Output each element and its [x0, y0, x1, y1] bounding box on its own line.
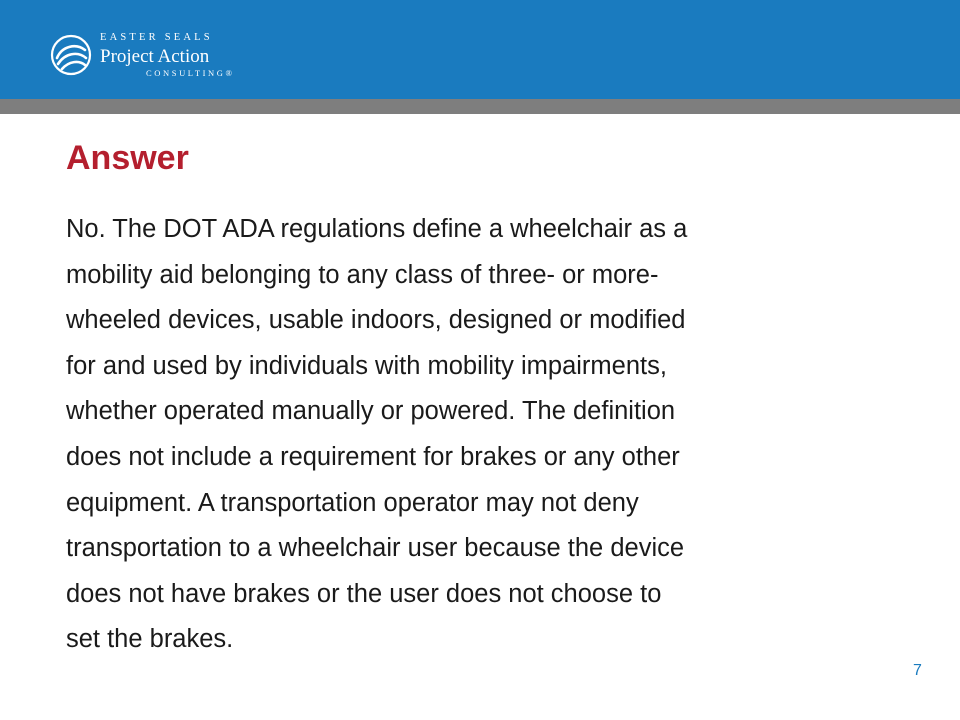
- logo-line-project-action: Project Action: [100, 45, 210, 67]
- page-number: 7: [913, 662, 922, 679]
- body-line: equipment. A transportation operator may not deny: [66, 488, 639, 517]
- header-divider: [0, 99, 960, 114]
- body-line: does not have brakes or the user does not choose to: [66, 579, 662, 608]
- body-line: for and used by individuals with mobility impairments,: [66, 351, 667, 380]
- body-line: whether operated manually or powered. The definition: [66, 397, 676, 426]
- body-line: No. The DOT ADA regulations define a wheelchair as a: [66, 215, 688, 243]
- logo-line-consulting: CONSULTING®: [146, 67, 235, 78]
- logo-wordmark: [100, 33, 235, 77]
- logo-line-easter-seals: EASTER SEALS: [100, 32, 213, 43]
- answer-body: [66, 207, 866, 663]
- body-line: does not include a requirement for brakes or any other: [66, 442, 680, 471]
- body-line: wheeled devices, usable indoors, designed or modified: [66, 306, 686, 335]
- swirl-logo-icon: [50, 34, 92, 76]
- body-line: mobility aid belonging to any class of three- or more-: [66, 260, 659, 289]
- header-bar: [0, 0, 960, 99]
- company-logo: [50, 28, 235, 82]
- slide-title: Answer: [66, 139, 189, 177]
- body-line: set the brakes.: [66, 625, 234, 654]
- body-line: transportation to a wheelchair user because the device: [66, 534, 685, 563]
